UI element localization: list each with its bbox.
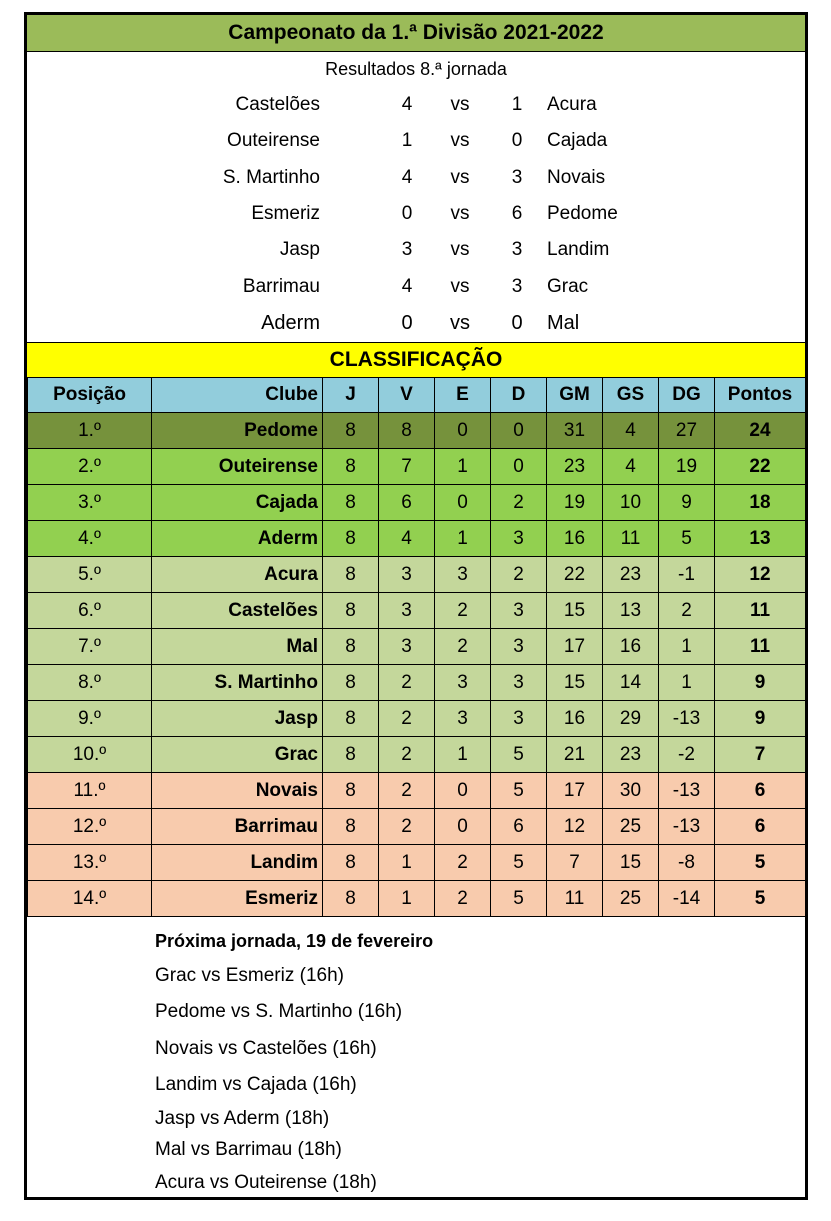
points-cell: 6 (715, 809, 806, 845)
points-cell: 24 (715, 413, 806, 449)
away-score: 1 (511, 94, 523, 115)
won-cell: 8 (379, 413, 435, 449)
away-score: 6 (511, 203, 523, 224)
away-team: Cajada (547, 130, 608, 151)
away-score: 3 (511, 276, 523, 297)
away-team: Pedome (547, 203, 618, 224)
goals-against-cell: 16 (603, 629, 659, 665)
col-header-club: Clube (152, 378, 323, 413)
won-cell: 2 (379, 665, 435, 701)
lost-cell: 3 (491, 521, 547, 557)
position-cell: 12.º (28, 809, 152, 845)
table-row (28, 665, 806, 701)
position-cell: 4.º (28, 521, 152, 557)
away-score: 3 (511, 167, 523, 188)
home-team: Jasp (279, 239, 320, 260)
col-header-lost: D (491, 378, 547, 413)
table-row (28, 629, 806, 665)
goal-diff-cell: -13 (659, 701, 715, 737)
table-row (28, 881, 806, 917)
goal-diff-cell: 27 (659, 413, 715, 449)
home-team: Castelões (235, 94, 320, 115)
goals-against-cell: 13 (603, 593, 659, 629)
goals-for-cell: 16 (547, 521, 603, 557)
goals-for-cell: 19 (547, 485, 603, 521)
away-team: Landim (547, 239, 610, 260)
classification-title: CLASSIFICAÇÃO (27, 342, 805, 378)
goal-diff-cell: 5 (659, 521, 715, 557)
won-cell: 7 (379, 449, 435, 485)
won-cell: 2 (379, 737, 435, 773)
next-fixture: Pedome vs S. Martinho (16h) (155, 1001, 403, 1022)
goal-diff-cell: 1 (659, 665, 715, 701)
points-cell: 9 (715, 701, 806, 737)
result-row (27, 196, 805, 232)
drawn-cell: 0 (435, 413, 491, 449)
goals-for-cell: 23 (547, 449, 603, 485)
goals-for-cell: 16 (547, 701, 603, 737)
table-row (28, 593, 806, 629)
goal-diff-cell: -14 (659, 881, 715, 917)
lost-cell: 0 (491, 413, 547, 449)
played-cell: 8 (323, 773, 379, 809)
goals-against-cell: 4 (603, 449, 659, 485)
results-title: Resultados 8.ª jornada (325, 59, 507, 79)
played-cell: 8 (323, 737, 379, 773)
won-cell: 1 (379, 845, 435, 881)
goals-against-cell: 23 (603, 557, 659, 593)
league-sheet (24, 12, 808, 1200)
home-team: S. Martinho (222, 167, 320, 188)
goal-diff-cell: 2 (659, 593, 715, 629)
lost-cell: 3 (491, 701, 547, 737)
won-cell: 2 (379, 773, 435, 809)
result-row (27, 123, 805, 159)
col-header-played: J (323, 378, 379, 413)
points-cell: 11 (715, 593, 806, 629)
drawn-cell: 1 (435, 521, 491, 557)
drawn-cell: 3 (435, 557, 491, 593)
goals-against-cell: 15 (603, 845, 659, 881)
lost-cell: 5 (491, 737, 547, 773)
position-cell: 3.º (28, 485, 152, 521)
goal-diff-cell: -1 (659, 557, 715, 593)
away-team: Novais (547, 167, 606, 188)
won-cell: 1 (379, 881, 435, 917)
club-cell: Novais (152, 773, 323, 809)
away-score: 0 (511, 312, 523, 334)
points-cell: 22 (715, 449, 806, 485)
next-fixture: Acura vs Outeirense (18h) (155, 1172, 377, 1193)
club-cell: Aderm (152, 521, 323, 557)
home-score: 0 (401, 203, 413, 224)
goals-for-cell: 7 (547, 845, 603, 881)
club-cell: Cajada (152, 485, 323, 521)
versus-label: vs (450, 94, 470, 115)
position-cell: 1.º (28, 413, 152, 449)
club-cell: Mal (152, 629, 323, 665)
next-round-title: Próxima jornada, 19 de fevereiro (155, 931, 434, 951)
goals-for-cell: 15 (547, 665, 603, 701)
goals-for-cell: 15 (547, 593, 603, 629)
goals-against-cell: 10 (603, 485, 659, 521)
col-header-goal-diff: DG (659, 378, 715, 413)
drawn-cell: 1 (435, 737, 491, 773)
lost-cell: 2 (491, 485, 547, 521)
played-cell: 8 (323, 665, 379, 701)
home-score: 4 (401, 167, 413, 188)
drawn-cell: 0 (435, 809, 491, 845)
table-row (28, 809, 806, 845)
table-row (28, 557, 806, 593)
home-score: 4 (401, 276, 413, 297)
versus-label: vs (450, 167, 470, 188)
next-fixture: Grac vs Esmeriz (16h) (155, 965, 344, 986)
won-cell: 3 (379, 629, 435, 665)
lost-cell: 3 (491, 593, 547, 629)
goal-diff-cell: -2 (659, 737, 715, 773)
goals-against-cell: 25 (603, 881, 659, 917)
goals-for-cell: 12 (547, 809, 603, 845)
away-team: Mal (547, 312, 580, 334)
club-cell: S. Martinho (152, 665, 323, 701)
table-row (28, 521, 806, 557)
points-cell: 9 (715, 665, 806, 701)
goals-for-cell: 21 (547, 737, 603, 773)
home-team: Aderm (261, 312, 320, 334)
points-cell: 18 (715, 485, 806, 521)
next-fixture: Mal vs Barrimau (18h) (155, 1139, 342, 1160)
col-header-goals-for: GM (547, 378, 603, 413)
drawn-cell: 3 (435, 665, 491, 701)
goals-for-cell: 31 (547, 413, 603, 449)
club-cell: Castelões (152, 593, 323, 629)
points-cell: 12 (715, 557, 806, 593)
versus-label: vs (450, 203, 470, 224)
home-score: 0 (401, 312, 413, 334)
home-team: Barrimau (242, 276, 320, 297)
table-row (28, 485, 806, 521)
goal-diff-cell: -13 (659, 809, 715, 845)
goals-against-cell: 30 (603, 773, 659, 809)
goals-against-cell: 29 (603, 701, 659, 737)
points-cell: 13 (715, 521, 806, 557)
table-row (28, 449, 806, 485)
position-cell: 9.º (28, 701, 152, 737)
goals-against-cell: 25 (603, 809, 659, 845)
home-score: 3 (401, 239, 413, 260)
played-cell: 8 (323, 521, 379, 557)
won-cell: 4 (379, 521, 435, 557)
lost-cell: 5 (491, 773, 547, 809)
position-cell: 11.º (28, 773, 152, 809)
club-cell: Barrimau (152, 809, 323, 845)
played-cell: 8 (323, 557, 379, 593)
drawn-cell: 3 (435, 701, 491, 737)
position-cell: 10.º (28, 737, 152, 773)
played-cell: 8 (323, 449, 379, 485)
goals-for-cell: 22 (547, 557, 603, 593)
next-fixture: Landim vs Cajada (16h) (155, 1074, 357, 1095)
versus-label: vs (450, 312, 470, 334)
club-cell: Esmeriz (152, 881, 323, 917)
table-row (28, 773, 806, 809)
col-header-won: V (379, 378, 435, 413)
versus-label: vs (450, 239, 470, 260)
lost-cell: 3 (491, 665, 547, 701)
goals-for-cell: 17 (547, 773, 603, 809)
position-cell: 14.º (28, 881, 152, 917)
col-header-position: Posição (28, 378, 152, 413)
result-row (27, 232, 805, 268)
won-cell: 2 (379, 809, 435, 845)
drawn-cell: 2 (435, 593, 491, 629)
table-row (28, 845, 806, 881)
club-cell: Outeirense (152, 449, 323, 485)
points-cell: 5 (715, 845, 806, 881)
goals-against-cell: 23 (603, 737, 659, 773)
drawn-cell: 0 (435, 485, 491, 521)
won-cell: 6 (379, 485, 435, 521)
club-cell: Pedome (152, 413, 323, 449)
col-header-drawn: E (435, 378, 491, 413)
goal-diff-cell: 19 (659, 449, 715, 485)
played-cell: 8 (323, 485, 379, 521)
club-cell: Grac (152, 737, 323, 773)
drawn-cell: 0 (435, 773, 491, 809)
col-header-goals-against: GS (603, 378, 659, 413)
standings-table (27, 377, 806, 917)
away-score: 3 (511, 239, 523, 260)
goals-against-cell: 14 (603, 665, 659, 701)
position-cell: 6.º (28, 593, 152, 629)
col-header-points: Pontos (715, 378, 806, 413)
points-cell: 6 (715, 773, 806, 809)
home-team: Outeirense (227, 130, 320, 151)
won-cell: 3 (379, 593, 435, 629)
lost-cell: 3 (491, 629, 547, 665)
away-team: Acura (547, 94, 597, 115)
club-cell: Jasp (152, 701, 323, 737)
lost-cell: 5 (491, 881, 547, 917)
won-cell: 2 (379, 701, 435, 737)
position-cell: 5.º (28, 557, 152, 593)
played-cell: 8 (323, 881, 379, 917)
result-row (27, 160, 805, 196)
lost-cell: 6 (491, 809, 547, 845)
lost-cell: 5 (491, 845, 547, 881)
result-row (27, 87, 805, 123)
won-cell: 3 (379, 557, 435, 593)
played-cell: 8 (323, 593, 379, 629)
played-cell: 8 (323, 701, 379, 737)
points-cell: 11 (715, 629, 806, 665)
drawn-cell: 2 (435, 845, 491, 881)
goal-diff-cell: 1 (659, 629, 715, 665)
position-cell: 7.º (28, 629, 152, 665)
played-cell: 8 (323, 845, 379, 881)
home-team: Esmeriz (251, 203, 320, 224)
goals-for-cell: 17 (547, 629, 603, 665)
played-cell: 8 (323, 629, 379, 665)
goals-against-cell: 11 (603, 521, 659, 557)
home-score: 1 (401, 130, 413, 151)
drawn-cell: 2 (435, 629, 491, 665)
points-cell: 7 (715, 737, 806, 773)
goals-for-cell: 11 (547, 881, 603, 917)
table-row (28, 737, 806, 773)
position-cell: 8.º (28, 665, 152, 701)
table-row (28, 413, 806, 449)
standings-header-row (28, 378, 806, 413)
away-team: Grac (547, 276, 589, 297)
result-row (27, 269, 805, 305)
next-fixture: Novais vs Castelões (16h) (155, 1038, 377, 1059)
next-fixture: Jasp vs Aderm (18h) (155, 1108, 330, 1129)
club-cell: Acura (152, 557, 323, 593)
position-cell: 13.º (28, 845, 152, 881)
lost-cell: 0 (491, 449, 547, 485)
position-cell: 2.º (28, 449, 152, 485)
played-cell: 8 (323, 413, 379, 449)
table-row (28, 701, 806, 737)
goal-diff-cell: 9 (659, 485, 715, 521)
lost-cell: 2 (491, 557, 547, 593)
goal-diff-cell: -13 (659, 773, 715, 809)
goals-against-cell: 4 (603, 413, 659, 449)
versus-label: vs (450, 276, 470, 297)
drawn-cell: 1 (435, 449, 491, 485)
points-cell: 5 (715, 881, 806, 917)
result-row (27, 305, 805, 341)
away-score: 0 (511, 130, 523, 151)
page-title: Campeonato da 1.ª Divisão 2021-2022 (27, 15, 805, 52)
versus-label: vs (450, 130, 470, 151)
home-score: 4 (401, 94, 413, 115)
drawn-cell: 2 (435, 881, 491, 917)
club-cell: Landim (152, 845, 323, 881)
goal-diff-cell: -8 (659, 845, 715, 881)
played-cell: 8 (323, 809, 379, 845)
